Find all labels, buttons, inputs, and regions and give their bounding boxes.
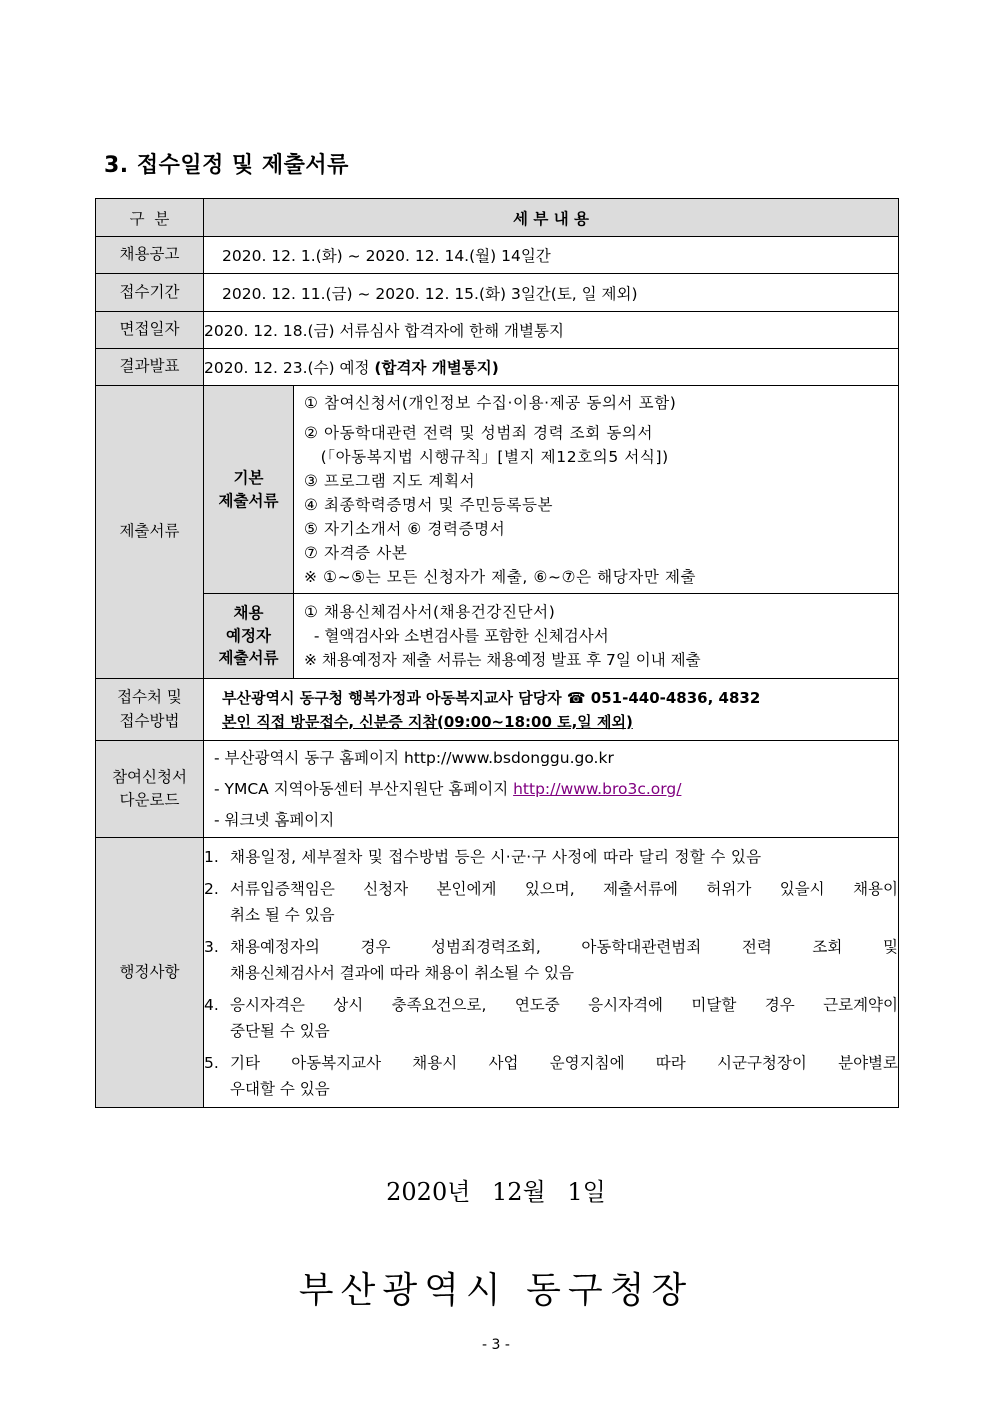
download-line	[214, 774, 898, 805]
submission-label-line1: 접수처 및	[117, 688, 182, 707]
admin-note-text: 채용일정, 세부절차 및 접수방법 등은 시·군·구 사정에 따라 달리 정할 수 있음	[230, 847, 762, 866]
submission-method-text: 본인 직접 방문접수, 신분증 지참(09:00~18:00 토,일 제외)	[222, 712, 633, 731]
header-details	[204, 199, 899, 237]
candidate-label-line2: 예정자	[226, 626, 271, 645]
admin-note-item	[204, 992, 898, 1044]
admin-note-line-b: 채용신체검사서 결과에 따라 채용이 취소될 수 있음	[230, 963, 574, 982]
submission-method	[222, 710, 898, 734]
document-date: 2020년 12월 1일	[386, 1178, 606, 1206]
table-row	[96, 741, 899, 838]
table-row	[96, 838, 899, 1108]
admin-note-text	[230, 1050, 898, 1102]
basic-doc-line: (「아동복지법 시행규칙」[별지 제12호의5 서식])	[304, 447, 669, 466]
table-row	[96, 237, 899, 274]
admin-note-num: 5.	[204, 1053, 219, 1072]
candidate-label-line3: 제출서류	[218, 649, 279, 668]
admin-note-text	[230, 934, 898, 986]
schedule-table	[95, 198, 899, 1108]
download-label-line1: 참여신청서	[112, 767, 187, 786]
section-title: 3. 접수일정 및 제출서류	[104, 153, 349, 178]
admin-note-item	[204, 844, 898, 870]
basic-doc-line: ⑦ 자격증 사본	[304, 543, 408, 562]
basic-doc-line: ② 아동학대관련 전력 및 성범죄 경력 조회 동의서	[304, 423, 654, 442]
row-label-submission	[96, 679, 204, 741]
row-label-reception-period: 접수기간	[96, 274, 204, 312]
row-label-result: 결과발표	[96, 349, 204, 386]
table-header-row	[96, 199, 899, 237]
row-label-recruit-notice: 채용공고	[96, 237, 204, 274]
basic-doc-line: ① 참여신청서(개인정보 수집·이용·제공 동의서 포함)	[304, 393, 677, 412]
basic-label-line2: 제출서류	[218, 491, 279, 510]
issuer-signature: 부산광역시 동구청장	[298, 1270, 694, 1311]
basic-doc-line: ④ 최종학력증명서 및 주민등록등본	[304, 495, 554, 514]
basic-doc-line: ※ ①~⑤는 모든 신청자가 제출, ⑥~⑦은 해당자만 제출	[304, 567, 697, 586]
table-row	[96, 594, 899, 679]
row-value-download	[204, 741, 899, 838]
candidate-documents-label	[204, 594, 294, 679]
basic-documents-label	[204, 386, 294, 594]
result-note: (합격자 개별통지)	[374, 359, 499, 377]
candidate-doc-line: ※ 채용예정자 제출 서류는 채용예정 발표 후 7일 이내 제출	[304, 651, 701, 669]
table-row	[96, 386, 899, 594]
header-category	[96, 199, 204, 237]
basic-label-line1: 기본	[233, 469, 264, 488]
page-number: - 3 -	[482, 1337, 510, 1353]
basic-doc-line: ⑤ 자기소개서 ⑥ 경력증명서	[304, 519, 506, 538]
download-line-text: - YMCA 지역아동센터 부산지원단 홈페이지	[214, 779, 514, 798]
header-details-text: 세 부 내 용	[512, 209, 590, 228]
download-label-line2: 다운로드	[119, 791, 180, 809]
row-value-recruit-notice: 2020. 12. 1.(화) ~ 2020. 12. 14.(월) 14일간	[204, 237, 899, 274]
header-category-text: 구 분	[129, 209, 170, 228]
row-value-result	[204, 349, 899, 386]
result-date: 2020. 12. 23.(수) 예정	[204, 359, 375, 377]
admin-note-text	[230, 992, 898, 1044]
candidate-label-line1: 채용	[233, 604, 264, 623]
admin-note-line-a: 응시자격은 상시 충족요건으로, 연도중 응시자격에 미달할 경우 근로계약이	[230, 995, 898, 1014]
row-value-reception-period: 2020. 12. 11.(금) ~ 2020. 12. 15.(화) 3일간(토, 일 제외)	[204, 274, 899, 312]
admin-note-line-b: 중단될 수 있음	[230, 1021, 330, 1040]
admin-note-text	[230, 876, 898, 928]
admin-notes-list	[204, 838, 899, 1108]
admin-note-item	[204, 934, 898, 986]
candidate-documents-list	[294, 594, 899, 679]
admin-note-line-a: 서류입증책임은 신청자 본인에게 있으며, 제출서류에 허위가 있을시 채용이	[230, 879, 898, 898]
admin-note-num: 2.	[204, 879, 219, 898]
table-row	[96, 679, 899, 741]
download-line: - 부산광역시 동구 홈페이지 http://www.bsdonggu.go.kr	[214, 748, 614, 767]
candidate-doc-line: - 혈액검사와 소변검사를 포함한 신체검사서	[304, 627, 609, 645]
basic-doc-line: ③ 프로그램 지도 계획서	[304, 471, 476, 490]
ymca-homepage-link[interactable]: http://www.bro3c.org/	[513, 779, 682, 798]
row-label-download	[96, 741, 204, 838]
table-row	[96, 312, 899, 349]
admin-note-line-b: 우대할 수 있음	[230, 1079, 330, 1098]
admin-note-item	[204, 1050, 898, 1102]
download-line: - 워크넷 홈페이지	[214, 810, 335, 829]
submission-label-line2: 접수방법	[119, 711, 180, 730]
row-value-interview-date: 2020. 12. 18.(금) 서류심사 합격자에 한해 개별통지	[204, 312, 899, 349]
submission-contact: 부산광역시 동구청 행복가정과 아동복지교사 담당자 ☎ 051-440-4836, 4832	[222, 688, 761, 707]
admin-note-num: 4.	[204, 995, 219, 1014]
admin-note-line-a: 기타 아동복지교사 채용시 사업 운영지침에 따라 시군구청장이 분야별로	[230, 1053, 898, 1072]
admin-note-line-b: 취소 될 수 있음	[230, 905, 335, 924]
row-label-admin: 행정사항	[96, 838, 204, 1108]
admin-note-line-a: 채용예정자의 경우 성범죄경력조회, 아동학대관련범죄 전력 조회 및	[230, 937, 898, 956]
row-label-interview-date: 면접일자	[96, 312, 204, 349]
admin-note-num: 1.	[204, 847, 219, 866]
row-label-documents: 제출서류	[96, 386, 204, 679]
table-row	[96, 349, 899, 386]
table-row	[96, 274, 899, 312]
row-value-submission	[204, 679, 899, 741]
candidate-doc-line: ① 채용신체검사서(채용건강진단서)	[304, 603, 556, 621]
admin-note-item	[204, 876, 898, 928]
basic-documents-list	[294, 386, 899, 594]
admin-note-num: 3.	[204, 937, 219, 956]
